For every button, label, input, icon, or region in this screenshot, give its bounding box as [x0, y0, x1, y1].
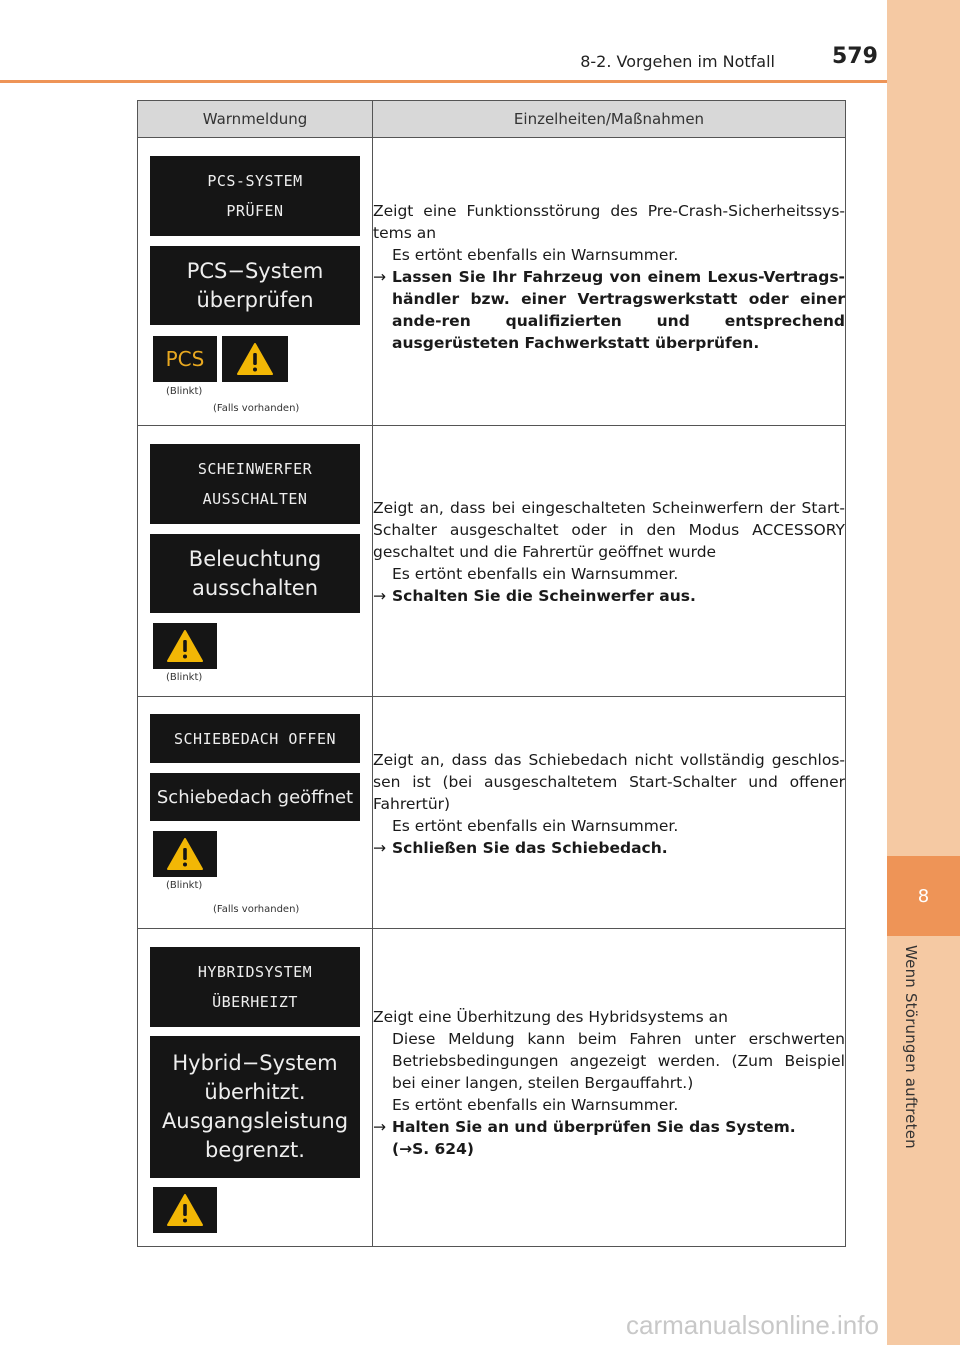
details-cell [373, 929, 846, 1247]
panel-line: ausschalten [191, 575, 319, 600]
description-text: Zeigt eine Überhitzung des Hybridsystems an [373, 1007, 728, 1026]
details-cell [373, 426, 846, 697]
warning-triangle-icon [236, 342, 274, 376]
action-text: Halten Sie an und überprüfen Sie das System. [392, 1117, 796, 1136]
page-number: 579 [832, 44, 878, 69]
table-row [138, 138, 846, 426]
warning-images-cell [138, 929, 373, 1247]
description-text: Zeigt an, dass bei eingeschalteten Scheinwerfern der Start-Schalter ausgeschaltet oder in den Modus ACCESSORY geschaltet und die Fahrertür geöffnet wurde [373, 499, 845, 561]
warning-triangle-icon [166, 1193, 204, 1227]
display-panel-long [150, 534, 360, 613]
action-line [373, 266, 845, 354]
panel-line: überprüfen [196, 287, 314, 312]
header-rule [0, 80, 887, 83]
panel-line: SCHEINWERFER [197, 460, 313, 478]
display-panel-short [150, 947, 360, 1027]
display-panel-long [150, 246, 360, 325]
warning-images-cell [138, 138, 373, 426]
arrow-icon: → [373, 267, 386, 286]
panel-line: HYBRIDSYSTEM [197, 963, 313, 981]
chapter-tab[interactable] [887, 856, 960, 936]
buzzer-note: Es ertönt ebenfalls ein Warnsummer. [392, 245, 679, 264]
description-text: Zeigt eine Funktionsstörung des Pre-Crash-Sicherheitssys-tems an [373, 201, 845, 242]
chapter-title: Wenn Störungen auftreten [902, 945, 920, 1149]
arrow-icon: → [373, 838, 386, 857]
display-panel-short [150, 156, 360, 236]
column-header-warning: Warnmeldung [138, 101, 373, 138]
warning-light [153, 623, 217, 669]
table-row [138, 929, 846, 1247]
panel-line: überhitzt. [204, 1080, 306, 1104]
action-text: Schalten Sie die Scheinwerfer aus. [392, 587, 696, 605]
action-text: Lassen Sie Ihr Fahrzeug von einem Lexus-Vertrags-händler bzw. einer Vertragswerkstatt oder einer ande-ren qualifizierten und entsprechend ausgerüsteten Fachwerkstatt überprüfen. [392, 267, 845, 352]
condition-note: Diese Meldung kann beim Fahren unter erschwerten Betriebsbedingungen angezeigt werden. (Zum Beispiel bei einer langen, steilen Bergauffahrt.) [392, 1029, 845, 1092]
action-line [373, 837, 845, 859]
action-line [373, 585, 845, 607]
warning-light [153, 831, 217, 877]
panel-line: Schiebedach geöffnet [156, 786, 354, 808]
chapter-number: 8 [917, 885, 930, 907]
display-panel-short [150, 714, 360, 763]
display-panel-long [150, 773, 360, 821]
display-panel-short [150, 444, 360, 524]
table-row [138, 426, 846, 697]
warning-message-table [137, 100, 846, 1247]
optional-note: (Falls vorhanden) [213, 403, 300, 414]
buzzer-note: Es ertönt ebenfalls ein Warnsummer. [392, 565, 679, 583]
buzzer-note: Es ertönt ebenfalls ein Warnsummer. [392, 816, 679, 835]
panel-line: PCS−System [186, 258, 324, 283]
watermark: carmanualsonline.info [626, 1310, 879, 1340]
details-cell [373, 138, 846, 426]
table-row [138, 697, 846, 929]
warning-triangle-icon [166, 837, 204, 871]
warning-light [222, 336, 288, 382]
panel-line: Hybrid−System [172, 1051, 338, 1075]
arrow-icon: → [373, 1117, 386, 1136]
display-panel-long [150, 1036, 360, 1178]
panel-line: PRÜFEN [226, 202, 284, 220]
panel-line: begrenzt. [205, 1138, 305, 1162]
panel-line: Ausgangsleistung [161, 1109, 349, 1133]
warning-light [153, 1187, 217, 1233]
buzzer-note: Es ertönt ebenfalls ein Warnsummer. [392, 1095, 679, 1114]
pcs-indicator [153, 336, 217, 382]
warning-images-cell [138, 697, 373, 929]
blink-note: (Blinkt) [166, 386, 203, 397]
panel-line: ÜBERHEIZT [212, 993, 298, 1011]
optional-note: (Falls vorhanden) [213, 904, 300, 915]
description-text: Zeigt an, dass das Schiebedach nicht vollständig geschlos-sen ist (bei ausgeschaltetem Start-Schalter und offener Fahrertür) [373, 750, 845, 813]
warning-triangle-icon [166, 629, 204, 663]
pcs-indicator-text: PCS [165, 347, 205, 371]
table-header-row [138, 101, 846, 138]
column-header-details: Einzelheiten/Maßnahmen [373, 101, 846, 138]
blink-note: (Blinkt) [166, 672, 203, 683]
arrow-icon: → [373, 587, 386, 605]
page-reference-link[interactable]: (→S. 624) [392, 1139, 474, 1158]
panel-line: AUSSCHALTEN [202, 490, 308, 508]
panel-line: Beleuchtung [188, 546, 322, 571]
warning-images-cell [138, 426, 373, 697]
blink-note: (Blinkt) [166, 880, 203, 891]
action-line [373, 1116, 845, 1138]
details-cell [373, 697, 846, 929]
action-text: Schließen Sie das Schiebedach. [392, 838, 668, 857]
section-title: 8-2. Vorgehen im Notfall [580, 52, 775, 71]
panel-line: PCS-SYSTEM [207, 172, 303, 190]
panel-line: SCHIEBEDACH OFFEN [173, 729, 337, 748]
